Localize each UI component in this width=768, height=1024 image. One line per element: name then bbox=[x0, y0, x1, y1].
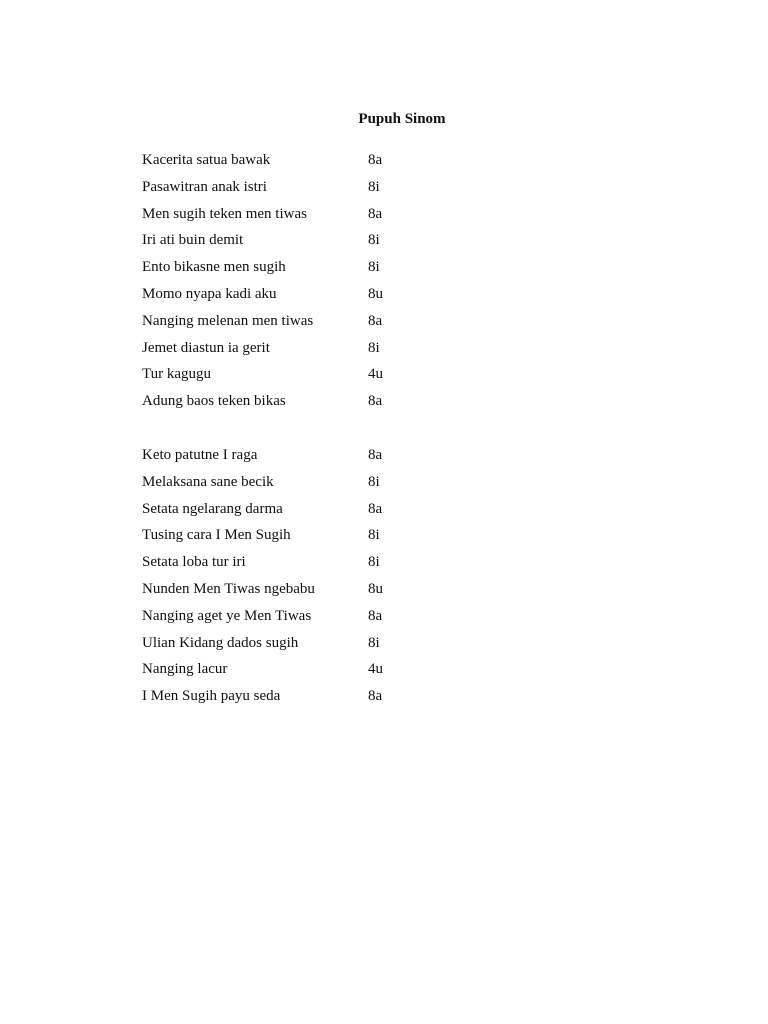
meter-code: 8a bbox=[368, 152, 383, 168]
verse-text: Keto patutne I raga bbox=[142, 447, 258, 463]
meter-code: 8i bbox=[368, 634, 380, 651]
meter-code: 8a bbox=[368, 205, 383, 222]
verse-text: Tur kagugu bbox=[142, 366, 212, 383]
verse-text: Momo nyapa kadi aku bbox=[142, 285, 277, 302]
verse-text: Setata ngelarang darma bbox=[142, 500, 283, 517]
poem-line bbox=[142, 364, 442, 391]
poem-line bbox=[142, 204, 442, 231]
meter-code: 8a bbox=[368, 500, 383, 517]
meter-code: 8a bbox=[368, 607, 383, 624]
poem-line bbox=[142, 150, 442, 177]
poem-line bbox=[142, 552, 442, 579]
meter-code: 8i bbox=[368, 178, 380, 195]
poem-line bbox=[142, 633, 442, 660]
meter-code: 8i bbox=[368, 473, 380, 490]
verse-text: Nanging lacur bbox=[142, 661, 228, 678]
verse-text: Ento bikasne men sugih bbox=[142, 259, 286, 276]
verse-text: I Men Sugih payu seda bbox=[142, 688, 281, 705]
poem-line bbox=[142, 499, 442, 526]
meter-code: 8a bbox=[368, 688, 383, 705]
meter-code: 8i bbox=[368, 554, 380, 571]
meter-code: 8a bbox=[368, 393, 383, 410]
meter-code: 8u bbox=[368, 580, 383, 597]
meter-code: 8i bbox=[368, 259, 380, 276]
meter-code: 8i bbox=[368, 339, 380, 356]
meter-code: 8u bbox=[368, 285, 383, 302]
poem-line bbox=[142, 177, 442, 204]
verse-text: Adung baos teken bikas bbox=[142, 393, 286, 410]
poem-line bbox=[142, 445, 442, 472]
verse-text: Ulian Kidang dados sugih bbox=[142, 634, 299, 651]
meter-code: 4u bbox=[368, 661, 383, 678]
verse-text: Melaksana sane becik bbox=[142, 473, 274, 490]
poem-line bbox=[142, 606, 442, 633]
poem-line bbox=[142, 284, 442, 311]
meter-code: 8a bbox=[368, 447, 383, 463]
stanza-1 bbox=[142, 150, 442, 418]
poem-line bbox=[142, 230, 442, 257]
poem-line bbox=[142, 472, 442, 499]
verse-text: Kacerita satua bawak bbox=[142, 152, 271, 168]
poem-line bbox=[142, 525, 442, 552]
poem-title: Pupuh Sinom bbox=[358, 111, 446, 127]
verse-text: Setata loba tur iri bbox=[142, 554, 246, 571]
meter-code: 8i bbox=[368, 232, 380, 249]
meter-code: 4u bbox=[368, 366, 383, 383]
poem-line bbox=[142, 686, 442, 713]
meter-code: 8a bbox=[368, 312, 383, 329]
poem-line bbox=[142, 311, 442, 338]
verse-text: Men sugih teken men tiwas bbox=[142, 205, 307, 222]
poem-line bbox=[142, 338, 442, 365]
poem-line bbox=[142, 257, 442, 284]
verse-text: Pasawitran anak istri bbox=[142, 178, 267, 195]
meter-code: 8i bbox=[368, 527, 380, 544]
verse-text: Nanging melenan men tiwas bbox=[142, 312, 314, 329]
verse-text: Iri ati buin demit bbox=[142, 232, 244, 249]
verse-text: Nunden Men Tiwas ngebabu bbox=[142, 580, 315, 597]
verse-text: Tusing cara I Men Sugih bbox=[142, 527, 291, 544]
poem-line bbox=[142, 391, 442, 418]
verse-text: Jemet diastun ia gerit bbox=[142, 339, 270, 356]
verse-text: Nanging aget ye Men Tiwas bbox=[142, 607, 312, 624]
poem-line bbox=[142, 659, 442, 686]
stanza-2 bbox=[142, 445, 442, 713]
poem-line bbox=[142, 579, 442, 606]
